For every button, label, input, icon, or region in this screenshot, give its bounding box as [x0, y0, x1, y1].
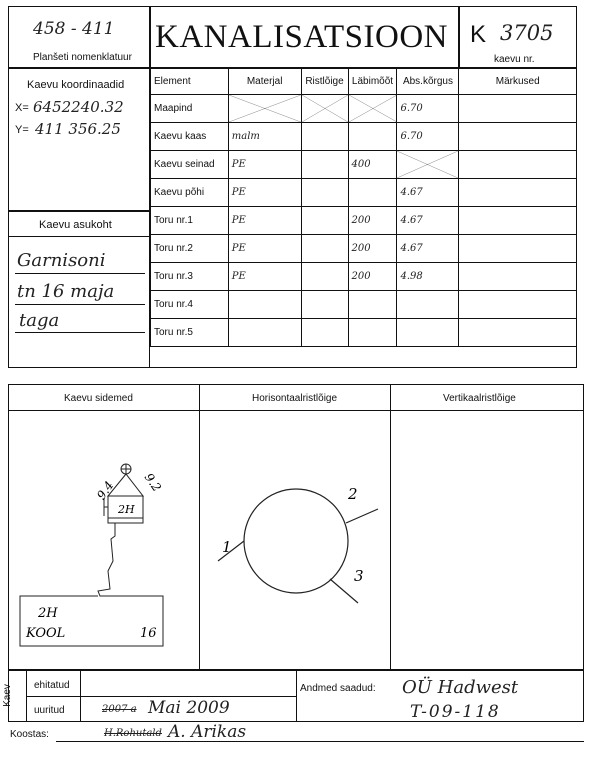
row-abs-height [397, 319, 459, 347]
col-material: Materjal [228, 69, 301, 95]
row-cross-section [301, 235, 348, 263]
row-cross-section [301, 151, 348, 179]
row-cross-section [301, 207, 348, 235]
coordinates-cell [8, 68, 150, 211]
col-cross-section: Ristlõige [301, 69, 348, 95]
row-abs-height: 4.98 [397, 263, 459, 291]
sketch-box-label: 2H [118, 503, 135, 516]
row-notes [459, 263, 577, 291]
horizontal-cross-section [200, 411, 390, 669]
row-diameter: 400 [348, 151, 397, 179]
row-diameter: 200 [348, 207, 397, 235]
horizontal-header: Horisontaalristlõige [252, 393, 338, 404]
well-number-cell [459, 6, 577, 68]
nomenclature-label: Planšeti nomenklatuur [33, 52, 132, 63]
well-number: 3705 [500, 21, 554, 45]
row-abs-height: 4.67 [397, 179, 459, 207]
coordinates-label: Kaevu koordinaadid [27, 79, 125, 91]
sketch-building-label2: KOOL [26, 626, 66, 641]
row-cross-section [301, 319, 348, 347]
location-label: Kaevu asukoht [39, 219, 112, 231]
pipe-label-3: 3 [354, 567, 364, 585]
row-abs-height: 6.70 [397, 95, 459, 123]
row-element: Toru nr.4 [151, 291, 229, 319]
footer-built-label: ehitatud [34, 680, 70, 691]
row-element: Toru nr.5 [151, 319, 229, 347]
row-diameter [348, 179, 397, 207]
row-notes [459, 95, 577, 123]
col-abs-height: Abs.kõrgus [397, 69, 459, 95]
row-element: Maapind [151, 95, 229, 123]
row-element: Kaevu seinad [151, 151, 229, 179]
row-diameter [348, 291, 397, 319]
elements-table [150, 68, 577, 347]
row-material: PE [228, 207, 301, 235]
footer-measured-new: Mai 2009 [148, 698, 230, 718]
sketch-distance-1: 9.4 [94, 478, 117, 503]
footer-compiled-old: H.Rohutald [104, 728, 162, 739]
row-notes [459, 151, 577, 179]
footer-data-from-value1: OÜ Hadwest [402, 677, 519, 698]
row-element: Kaevu põhi [151, 179, 229, 207]
table-row [151, 291, 577, 319]
row-abs-height: 4.67 [397, 207, 459, 235]
y-prefix: Y= [15, 124, 29, 136]
row-material: PE [228, 151, 301, 179]
row-notes [459, 291, 577, 319]
location-underline1 [15, 273, 145, 274]
location-underline2 [15, 304, 145, 305]
row-material: PE [228, 235, 301, 263]
table-row [151, 263, 577, 291]
row-diameter [348, 319, 397, 347]
row-element: Kaevu kaas [151, 123, 229, 151]
table-row [151, 179, 577, 207]
vertical-header: Vertikaalristlõige [443, 393, 516, 404]
location-underline3 [15, 332, 145, 333]
row-notes [459, 319, 577, 347]
nomenclature-cell [8, 6, 150, 68]
nomenclature-value: 458 - 411 [33, 19, 115, 39]
footer-row-divider [26, 696, 296, 697]
footer-measured-label: uuritud [34, 705, 65, 716]
row-material: malm [228, 123, 301, 151]
row-diameter: 200 [348, 263, 397, 291]
y-coordinate: 411 356.25 [35, 120, 121, 138]
row-notes [459, 179, 577, 207]
sketch-building-number: 16 [140, 626, 157, 641]
table-row [151, 95, 577, 123]
footer-measured-old: 2007 a [102, 704, 137, 715]
x-prefix: X= [15, 102, 29, 114]
sketch-distance-2: 9.2 [141, 470, 165, 495]
crossed-cell [301, 95, 348, 123]
row-diameter [348, 123, 397, 151]
row-notes [459, 207, 577, 235]
location-line2: tn 16 maja [17, 281, 115, 302]
row-cross-section [301, 179, 348, 207]
well-label: kaevu nr. [494, 54, 535, 65]
row-element: Toru nr.2 [151, 235, 229, 263]
location-cell [8, 211, 150, 368]
row-material [228, 291, 301, 319]
crossed-cell [397, 151, 459, 179]
location-line3: taga [19, 310, 60, 331]
row-abs-height: 4.67 [397, 235, 459, 263]
row-element: Toru nr.1 [151, 207, 229, 235]
table-row [151, 207, 577, 235]
pipe-label-1: 1 [222, 538, 232, 556]
crossed-cell [348, 95, 397, 123]
title-cell [150, 6, 459, 68]
footer-label-divider [80, 670, 81, 722]
pipe-label-2: 2 [348, 485, 358, 503]
row-abs-height [397, 291, 459, 319]
row-diameter: 200 [348, 235, 397, 263]
footer-compiled-label: Koostas: [10, 729, 49, 740]
row-notes [459, 123, 577, 151]
footer-data-from-value2: T-09-118 [410, 702, 501, 722]
footer-kaev-label: Kaev [1, 684, 13, 707]
divider-2 [390, 384, 391, 670]
col-element: Element [151, 69, 229, 95]
crossed-cell [228, 95, 301, 123]
footer-compiled-new: A. Arikas [168, 722, 247, 742]
footer-data-from-label: Andmed saadud: [300, 683, 376, 694]
row-cross-section [301, 123, 348, 151]
x-coordinate: 6452240.32 [33, 98, 124, 116]
row-cross-section [301, 263, 348, 291]
table-row [151, 319, 577, 347]
footer-compiled-line [56, 741, 584, 742]
table-header-row [151, 69, 577, 95]
location-sketch [8, 411, 199, 669]
well-prefix: K [470, 21, 487, 48]
row-element: Toru nr.3 [151, 263, 229, 291]
col-diameter: Läbimõõt [348, 69, 397, 95]
location-line1: Garnisoni [17, 250, 106, 271]
row-cross-section [301, 291, 348, 319]
row-material [228, 319, 301, 347]
row-material: PE [228, 179, 301, 207]
col-notes: Märkused [459, 69, 577, 95]
table-row [151, 123, 577, 151]
table-row [151, 235, 577, 263]
sketch-building-label1: 2H [38, 606, 58, 621]
page-title: KANALISATSIOON [155, 19, 448, 55]
row-material: PE [228, 263, 301, 291]
row-abs-height: 6.70 [397, 123, 459, 151]
footer-mid-divider [296, 670, 297, 722]
links-header: Kaevu sidemed [64, 393, 133, 404]
row-notes [459, 235, 577, 263]
table-row [151, 151, 577, 179]
